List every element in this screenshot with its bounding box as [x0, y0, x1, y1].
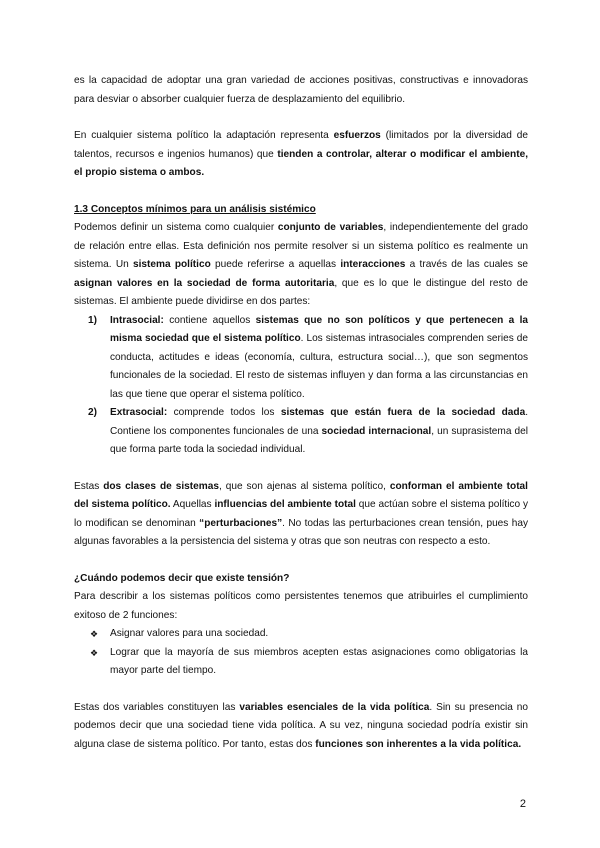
bold-run: sistemas que están fuera de la sociedad dada — [280, 407, 526, 418]
text-run: , que es lo que le distingue del resto de sistemas. El ambiente puede dividirse en dos partes: — [74, 277, 529, 307]
text-run: Estas dos variables constituyen las — [74, 701, 240, 713]
list-item-intrasocial — [74, 312, 528, 405]
list-item-function — [74, 625, 528, 644]
bold-run: esfuerzos — [333, 130, 381, 141]
bold-run: Extrasocial: — [110, 407, 168, 418]
text-run: es la capacidad de adoptar una gran variedad de acciones positivas, constructivas e innovadoras para desviar o absorber cualquier fuerza de desplazamiento del equilibrio. — [74, 75, 528, 105]
diamond-bullet-icon: ❖ — [90, 647, 99, 658]
tension-heading: ¿Cuándo podemos decir que existe tensión? — [74, 572, 290, 584]
text-run: contiene aquellos — [163, 314, 256, 326]
text-run: , un suprasistema del que forma parte toda la sociedad individual. — [110, 425, 528, 455]
paragraph-adaptation-continued — [74, 72, 528, 109]
text-run: (limitados por la diversidad de talentos, recursos e ingenios humanos) que — [74, 130, 528, 160]
list-item-extrasocial — [74, 404, 528, 460]
text-run: Lograr que la mayoría de sus miembros acepten estas asignaciones como obligatorias la mayor parte del tiempo. — [110, 646, 528, 676]
bold-run: Intrasocial: — [110, 314, 164, 326]
bold-run: variables esenciales de la vida política — [239, 701, 430, 713]
paragraph-essential-variables — [74, 699, 528, 755]
paragraph-system-definition — [74, 219, 528, 312]
bold-run: sistema político — [133, 259, 211, 270]
text-run: a través de las cuales se — [405, 259, 528, 270]
paragraph-adaptation-efforts — [74, 127, 528, 183]
bold-run: tienden a controlar, alterar o modificar el ambiente, el propio sistema o ambos. — [74, 148, 528, 178]
text-run: . Los sistemas intrasociales comprenden series de conducta, actitudes e ideas (economía, cultura, estructura social…), que son segmentos funcionales de la sociedad. El resto de sistemas influyen y dan forma a las circunstancias en las que tiene que operar el sistema político. — [110, 333, 528, 400]
diamond-bullet-icon: ❖ — [90, 629, 99, 639]
bold-run: “perturbaciones” — [199, 517, 283, 529]
environment-parts-list — [74, 312, 528, 460]
bold-run: conjunto de variables — [277, 222, 384, 233]
bold-run: funciones son inherentes a la vida política. — [315, 738, 522, 750]
text-run: . Contiene los componentes funcionales de una — [110, 407, 529, 437]
text-run: Podemos definir un sistema como cualquier — [74, 222, 278, 233]
bold-run: interacciones — [340, 259, 406, 270]
list-number: 1) — [88, 314, 97, 326]
text-run: comprende todos los — [167, 407, 281, 418]
text-run: Asignar valores para una sociedad. — [110, 628, 269, 639]
text-run: , que son ajenas al sistema político, — [218, 480, 390, 492]
section-heading: 1.3 Conceptos mínimos para un análisis sistémico — [74, 203, 316, 215]
text-run: . Sin su presencia no podemos decir que una sociedad tiene vida política. A su vez, ninguna sociedad podría existir sin alguna clase de sistema político. Por tanto, estas dos — [74, 701, 529, 750]
text-run: , independientemente del grado de relación entre ellas. Esta definición nos permite resolver si un sistema político es realmente un sistema. Un — [74, 222, 528, 270]
bold-run: conforman el ambiente total del sistema político. — [74, 480, 528, 510]
text-run: que actúan sobre el sistema político y lo modifican se denominan — [74, 499, 528, 529]
bold-run: sociedad internacional — [321, 425, 432, 437]
page-number: 2 — [519, 798, 526, 810]
paragraph-tension-intro: Para describir a los sistemas políticos como persistentes tenemos que atribuirles el cumplimiento exitoso de 2 funciones: — [74, 591, 528, 621]
bold-run: influencias del ambiente total — [214, 499, 356, 510]
text-run: . No todas las perturbaciones crean tensión, pues hay algunas favorables a la persistencia del sistema y otras que son neutras con respecto a esto. — [74, 517, 528, 547]
bold-run: dos clases de sistemas — [103, 480, 219, 492]
text-run: En cualquier sistema político la adaptación representa — [74, 130, 334, 141]
functions-list — [74, 625, 528, 681]
bold-run: asignan valores en la sociedad de forma autoritaria — [74, 277, 335, 289]
list-item-function — [74, 644, 528, 681]
text-run: Aquellas — [170, 499, 215, 510]
bold-run: sistemas que no son políticos y que pertenecen a la misma sociedad que el sistema político — [110, 314, 528, 344]
paragraph-perturbations — [74, 478, 528, 552]
text-run: puede referirse a aquellas — [210, 259, 341, 270]
list-number: 2) — [88, 407, 97, 418]
page-content — [74, 72, 528, 754]
text-run: Estas — [74, 480, 104, 492]
